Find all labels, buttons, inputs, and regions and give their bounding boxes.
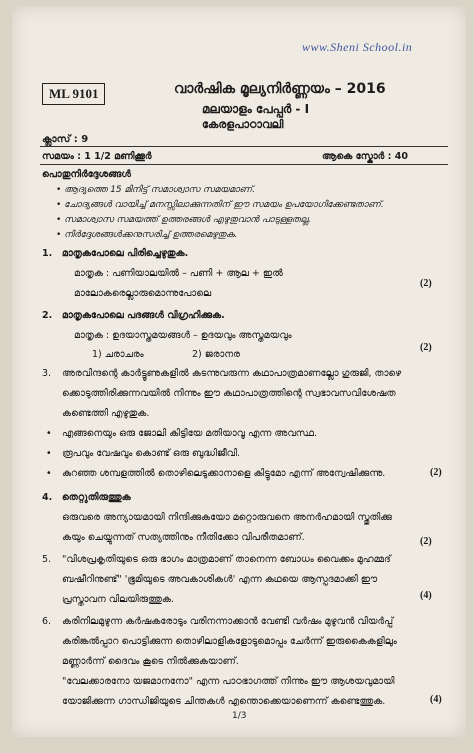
watermark: www.Sheni School.in [302, 40, 413, 54]
textbook-name: കേരളപാഠാവലി [202, 118, 284, 131]
question-option: എങ്ങനെയും ഒരു ജോലി കിട്ടിയേ മതിയാവൂ എന്ന അവസ്ഥ. [62, 428, 318, 439]
exam-page [12, 6, 466, 737]
question-line: കരിങ്കൽപ്പാറ പൊട്ടിക്കുന്ന തൊഴിലാളികളോടുമൊപ്പം ചേർന്ന് ഇരുകൈകളിലും [62, 636, 397, 647]
question-line: മണ്ണാർന്ന് ദൈവം കൂടെ നിൽക്കുകയാണ്. [62, 656, 239, 667]
class-label: ക്ലാസ് : 9 [42, 134, 89, 145]
question-line: മാലോകരെല്ലാരുമൊന്നുപോലെ [74, 288, 212, 299]
instructions-heading: പൊതുനിർദ്ദേശങ്ങൾ [42, 169, 131, 180]
question-number: 1. [42, 248, 53, 259]
question-heading: മാതൃകപോലെ പദങ്ങൾ വിഗ്രഹിക്കുക. [62, 310, 225, 321]
instructions-list [56, 183, 456, 243]
question-mark: (2) [420, 278, 432, 289]
question-number: 6. [42, 616, 52, 627]
question-number: 4. [42, 492, 53, 503]
question-line: യോജിക്കുന്ന ഗാന്ധിജിയുടെ ചിന്തകൾ എന്തൊക്കെയാണെന്ന് കണ്ടെത്തുക. [62, 696, 386, 707]
option-bullet: • [46, 468, 52, 479]
instruction-item: • ആദ്യത്തെ 15 മിനിട്ട് സമാശ്വാസ സമയമാണ്. [56, 185, 256, 195]
page-number: 1/3 [232, 711, 247, 721]
question-line: "വേലക്കാരനോ യജമാനനോ" എന്ന പാഠഭാഗത്ത് നിന്നും ഈ ആശയവുമായി [62, 676, 395, 687]
question-line: ക്കൊടുത്തിരിക്കുന്നവയിൽ നിന്നും ഈ കഥാപാത്രത്തിന്റെ സ്വഭാവസവിശേഷത [62, 388, 396, 399]
question-option: കുറഞ്ഞ ശമ്പളത്തിൽ തൊഴിലെടുക്കാനാളെ കിട്ടുമോ എന്ന് അന്വേഷിക്കുന്നു. [62, 468, 386, 479]
question-option: 1) ചരാചരം [92, 349, 144, 360]
question-line: പ്രസ്താവന വിലയിരുത്തുക. [62, 594, 174, 605]
score-label: ആകെ സ്കോർ : 40 [322, 151, 408, 162]
divider [40, 164, 448, 165]
question-mark: (2) [430, 467, 442, 478]
question-line: മാതൃക : ഉദയാസ്തമയങ്ങൾ – ഉദയവും അസ്തമയവും [74, 330, 292, 341]
question-mark: (4) [420, 590, 432, 601]
question-option: രൂപവും വേഷവും കൊണ്ട് ഒരു ബുദ്ധിജീവി. [62, 448, 241, 459]
question-mark: (2) [420, 536, 432, 547]
instruction-item: • നിർദ്ദേശങ്ങൾക്കനുസരിച്ച് ഉത്തരമെഴുതുക. [56, 230, 238, 240]
question-mark: (2) [420, 342, 432, 353]
question-number: 5. [42, 554, 52, 565]
question-line: മാതൃക : പണിയാലയിൽ – പണി + ആല + ഇൽ [74, 268, 283, 279]
question-number: 3. [42, 368, 52, 379]
question-line: കരിനിലമുഴുന്ന കർഷകരോടും വരിനന്നാക്കാൻ വേണ്ടി വർഷം മുഴുവൻ വിയർപ്പ് [62, 616, 394, 627]
question-line: ബഷീറിനുണ്ട്" 'ഭൂമിയുടെ അവകാശികൾ' എന്ന കഥയെ ആസ്പദമാക്കി ഈ [62, 574, 378, 585]
instruction-item: • സമാശ്വാസ സമയത്ത് ഉത്തരങ്ങൾ എഴുതുവാൻ പാടുള്ളതല്ല. [56, 215, 311, 225]
time-label: സമയം : 1 1/2 മണിക്കൂർ [42, 151, 152, 162]
exam-subject: മലയാളം പേപ്പർ - I [202, 102, 310, 116]
paper-code: ML 9101 [42, 83, 105, 105]
question-line: അരവിന്ദന്റെ കാർട്ടൂണുകളിൽ കടന്നുവരുന്ന കഥാപാത്രമാണല്ലോ ഗുരുജി, താഴെ [62, 368, 402, 379]
question-mark: (4) [430, 694, 442, 705]
option-bullet: • [46, 448, 52, 459]
question-line: ഒരുവരെ അന്യായമായി നിന്ദിക്കുകയോ മറ്റൊരുവനെ അനർഹമായി സ്തുതിക്കു [62, 512, 392, 523]
option-bullet: • [46, 428, 52, 439]
question-line: "വിശപ്രകൃതിയുടെ ഒരു ഭാഗം മാത്രമാണ് താനെന്ന ബോധം വൈക്കം മുഹമ്മദ് [62, 554, 391, 565]
question-heading: തെറ്റുതിരുത്തുക [62, 492, 131, 503]
question-line: കണ്ടെത്തി എഴുതുക. [62, 408, 150, 419]
question-number: 2. [42, 310, 53, 321]
divider [40, 146, 448, 147]
question-option: 2) ജരാനര [192, 349, 240, 360]
question-line: കയും ചെയ്യുന്നത് സത്യത്തിനും നീതിക്കോ വിപരീതമാണ്. [62, 532, 305, 543]
instruction-item: • ചോദ്യങ്ങൾ വായിച്ച് മനസ്സിലാക്കുന്നതിന് ഈ സമയം ഉപയോഗിക്കേണ്ടതാണ്. [56, 200, 384, 210]
exam-title: വാർഷിക മൂല്യനിർണ്ണയം – 2016 [174, 81, 386, 97]
question-heading: മാതൃകപോലെ പിരിച്ചെഴുതുക. [62, 248, 189, 259]
